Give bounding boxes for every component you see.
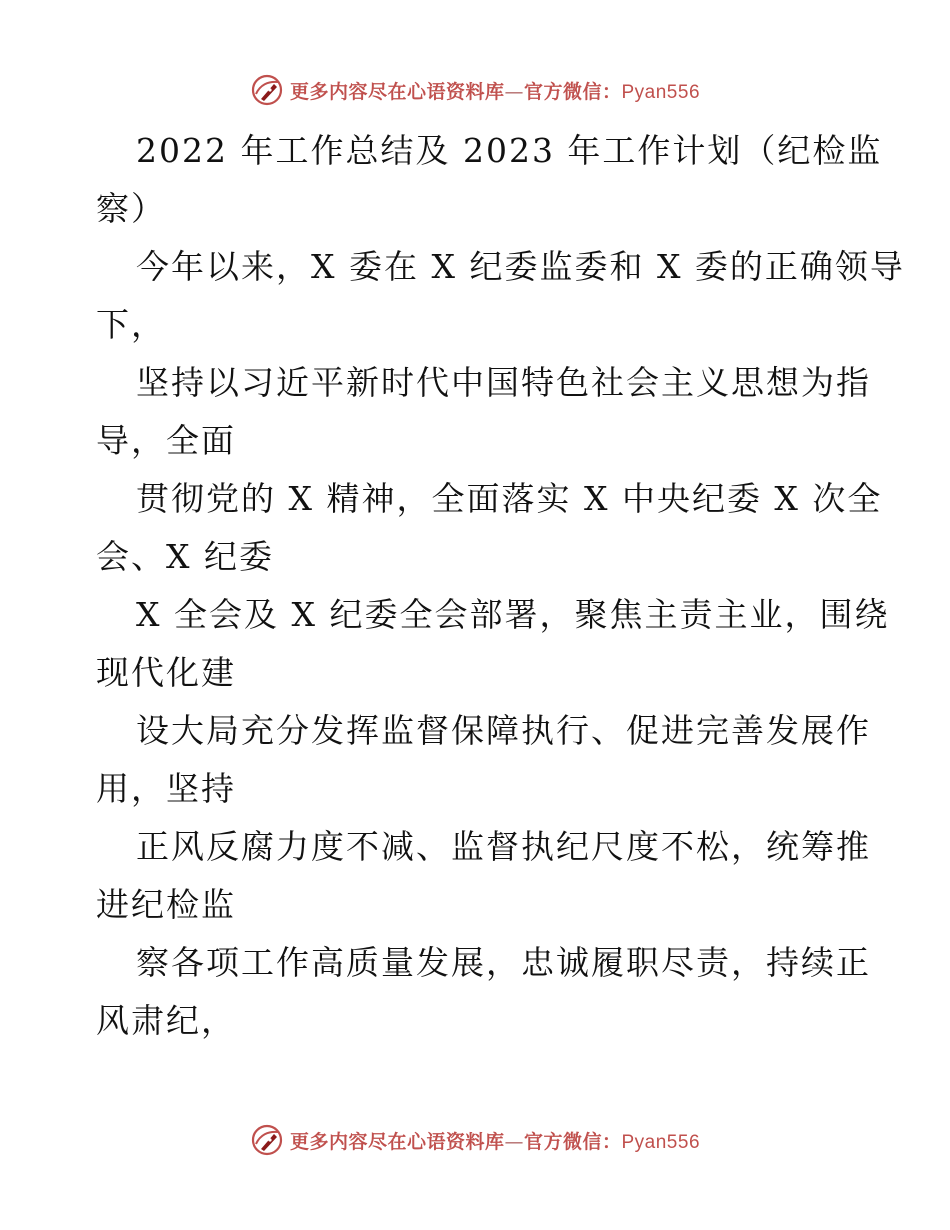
banner-separator: — bbox=[504, 80, 524, 103]
document-body bbox=[96, 122, 905, 1050]
doc-paragraph-line: 会、X 纪委 bbox=[96, 537, 274, 576]
doc-paragraph-line: 设大局充分发挥监督保障执行、促进完善发展作 bbox=[136, 711, 871, 750]
banner-site-name: 更多内容尽在心语资料库 bbox=[289, 1130, 505, 1153]
doc-paragraph-line: 今年以来，X 委在 X 纪委监委和 X 委的正确领导 bbox=[136, 247, 905, 286]
header-banner-text bbox=[290, 77, 700, 104]
banner-separator: — bbox=[504, 1130, 524, 1153]
doc-paragraph-line: 进纪检监 bbox=[96, 885, 236, 924]
header-banner bbox=[0, 70, 950, 110]
doc-paragraph-line: 导，全面 bbox=[96, 421, 236, 460]
banner-wechat-label: 官方微信： bbox=[523, 1130, 622, 1153]
doc-paragraph-line: 风肃纪， bbox=[96, 1001, 236, 1040]
doc-title-line-2: 察） bbox=[96, 189, 166, 228]
footer-banner-text bbox=[290, 1127, 700, 1154]
doc-paragraph-line: 用，坚持 bbox=[96, 769, 236, 808]
footer-banner bbox=[0, 1120, 950, 1160]
pen-nib-logo-icon bbox=[250, 1123, 284, 1157]
pen-nib-logo-icon bbox=[250, 73, 284, 107]
banner-wechat-label: 官方微信： bbox=[523, 80, 622, 103]
doc-title-line-1: 2022 年工作总结及 2023 年工作计划（纪检监 bbox=[136, 131, 883, 170]
banner-site-name: 更多内容尽在心语资料库 bbox=[289, 80, 505, 103]
banner-wechat-id: Pyan556 bbox=[621, 81, 701, 103]
doc-paragraph-line: 现代化建 bbox=[96, 653, 236, 692]
doc-paragraph-line: 贯彻党的 X 精神，全面落实 X 中央纪委 X 次全 bbox=[136, 479, 883, 518]
doc-paragraph-line: 下， bbox=[96, 305, 166, 344]
doc-paragraph-line: 察各项工作高质量发展，忠诚履职尽责，持续正 bbox=[136, 943, 871, 982]
doc-paragraph-line: 正风反腐力度不减、监督执纪尺度不松，统筹推 bbox=[136, 827, 871, 866]
doc-paragraph-line: X 全会及 X 纪委全会部署，聚焦主责主业，围绕 bbox=[136, 595, 890, 634]
doc-paragraph-line: 坚持以习近平新时代中国特色社会主义思想为指 bbox=[136, 363, 871, 402]
banner-wechat-id: Pyan556 bbox=[621, 1131, 701, 1153]
